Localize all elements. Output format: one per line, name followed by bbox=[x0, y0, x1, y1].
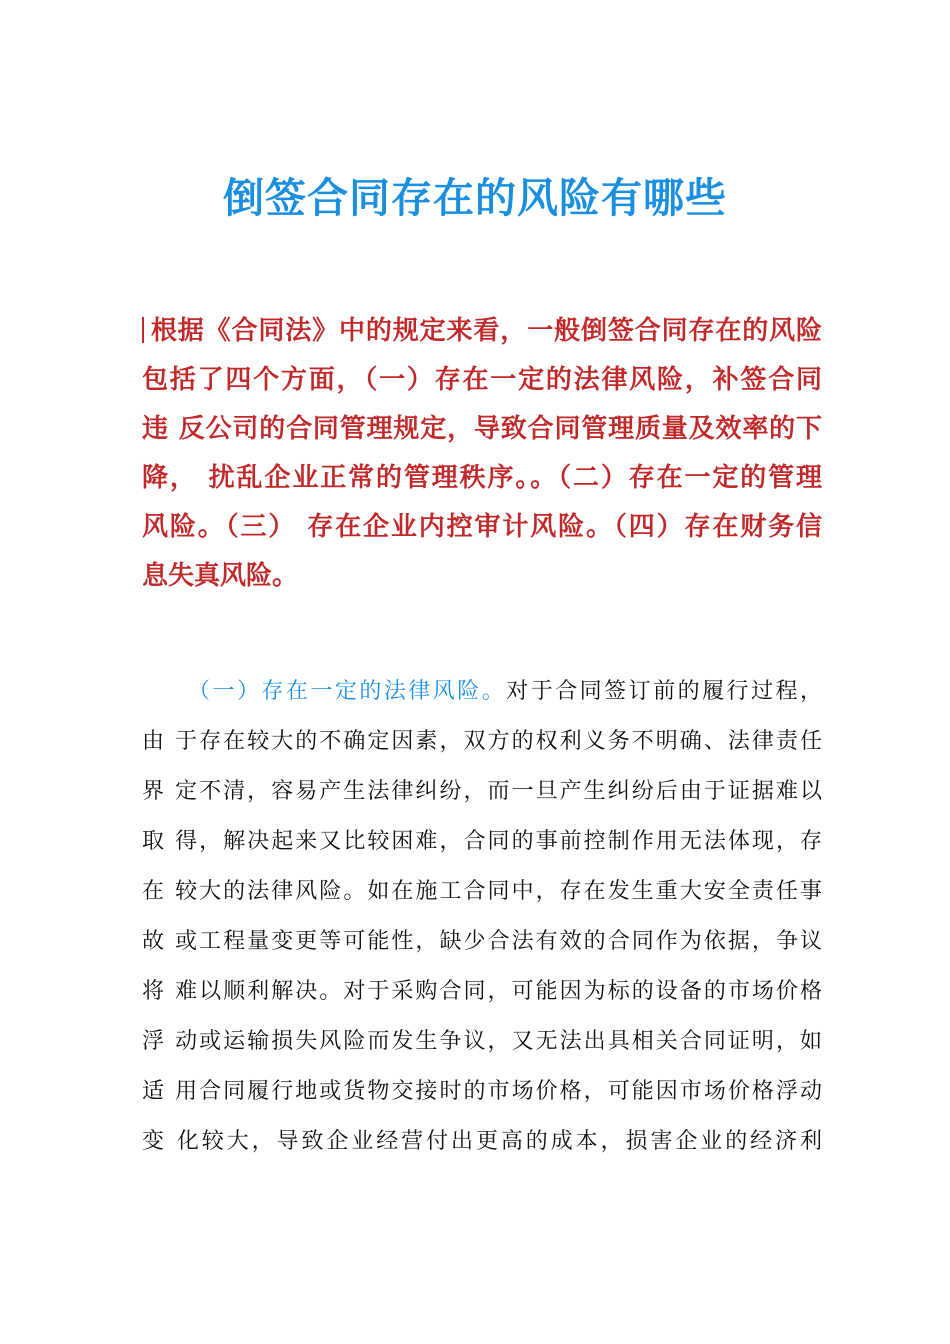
body-line: 由 于存在较大的不确定因素，双方的权利义务不明确、法律责任 bbox=[142, 729, 822, 754]
summary-line: 息失真风险。 bbox=[142, 561, 299, 591]
summary-line: 降， 扰乱企业正常的管理秩序。。（二）存在一定的管理 bbox=[142, 463, 822, 493]
summary-line-text: 根据《合同法》中的规定来看，一般倒签合同存在的风险 bbox=[150, 316, 822, 346]
section-1-paragraph bbox=[142, 667, 822, 1167]
summary-line: 违 反公司的合同管理规定，导致合同管理质量及效率的下 bbox=[142, 414, 822, 444]
summary-line: 包括了四个方面，（一）存在一定的法律风险，补签合同 bbox=[142, 365, 822, 395]
body-line: 变 化较大，导致企业经营付出更高的成本，损害企业的经济利 bbox=[142, 1129, 822, 1154]
text-cursor bbox=[142, 317, 144, 343]
body-line: 在 较大的法律风险。如在施工合同中，存在发生重大安全责任事 bbox=[142, 879, 822, 904]
summary-line bbox=[142, 307, 822, 356]
body-line: 浮 动或运输损失风险而发生争议，又无法出具相关合同证明，如 bbox=[142, 1029, 822, 1054]
body-line: 取 得，解决起来又比较困难，合同的事前控制作用无法体现，存 bbox=[142, 829, 822, 854]
body-line: 适 用合同履行地或货物交接时的市场价格，可能因市场价格浮动 bbox=[142, 1079, 822, 1104]
body-line: 界 定不清，容易产生法律纠纷，而一旦产生纠纷后由于证据难以 bbox=[142, 779, 822, 804]
section-heading: （一）存在一定的法律风险。 bbox=[188, 679, 507, 704]
summary-paragraph bbox=[142, 307, 822, 601]
body-line-text: 对于合同签订前的履行过程， bbox=[506, 679, 822, 704]
document-title: 倒签合同存在的风险有哪些 bbox=[223, 174, 727, 222]
body-line: 故 或工程量变更等可能性，缺少合法有效的合同作为依据，争议 bbox=[142, 929, 822, 954]
body-line bbox=[142, 667, 822, 717]
body-line: 将 难以顺利解决。对于采购合同，可能因为标的设备的市场价格 bbox=[142, 979, 822, 1004]
summary-line: 风险。（三） 存在企业内控审计风险。（四）存在财务信 bbox=[142, 512, 822, 542]
